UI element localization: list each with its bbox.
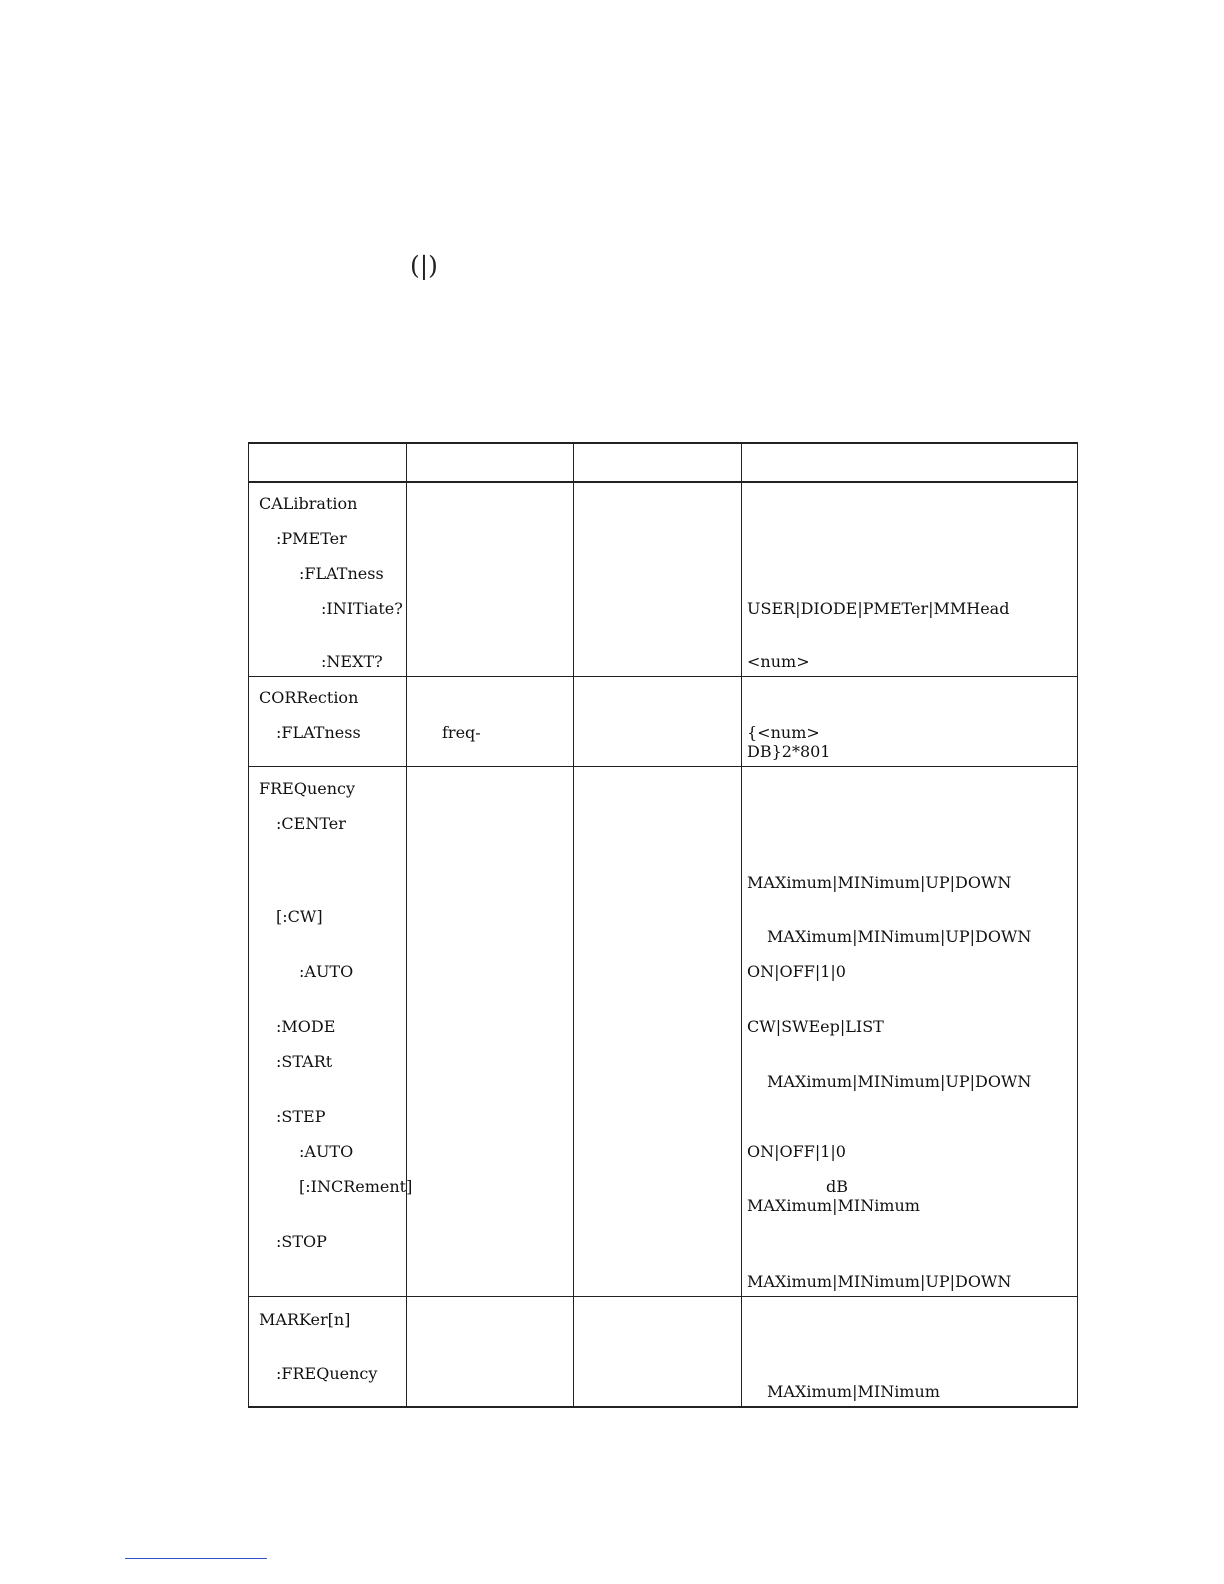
command-name: :AUTO bbox=[299, 962, 354, 981]
command-name: :STEP bbox=[276, 1107, 326, 1126]
param-values: DB}2*801 bbox=[747, 742, 831, 761]
column-header bbox=[742, 443, 1078, 482]
parameter-text: freq- bbox=[442, 723, 481, 742]
param-values: dB bbox=[826, 1177, 848, 1196]
table-row bbox=[249, 1297, 1078, 1408]
command-name: :FLATness bbox=[299, 564, 384, 583]
command-name: :STOP bbox=[276, 1232, 327, 1251]
param-values: MAXimum|MINimum|UP|DOWN bbox=[767, 927, 1032, 946]
param-values: USER|DIODE|PMETer|MMHead bbox=[747, 599, 1010, 618]
command-name: CALibration bbox=[259, 494, 358, 513]
param-values: MAXimum|MINimum|UP|DOWN bbox=[747, 873, 1012, 892]
column-header bbox=[574, 443, 742, 482]
command-name: :INITiate? bbox=[321, 599, 403, 618]
command-name: :FLATness bbox=[276, 723, 361, 742]
param-values: MAXimum|MINimum bbox=[767, 1382, 940, 1401]
param-values: CW|SWEep|LIST bbox=[747, 1017, 884, 1036]
table-row bbox=[249, 767, 1078, 1297]
parameter-cell bbox=[407, 482, 574, 677]
table-header-row bbox=[249, 443, 1078, 482]
column-header bbox=[249, 443, 407, 482]
command-name: MARKer[n] bbox=[259, 1310, 351, 1329]
command-name: FREQuency bbox=[259, 779, 356, 798]
or-symbol: (|) bbox=[410, 251, 438, 280]
table-row bbox=[249, 482, 1078, 677]
command-table bbox=[248, 442, 1078, 1408]
empty-cell bbox=[574, 482, 742, 677]
command-name: :NEXT? bbox=[321, 652, 383, 671]
empty-cell bbox=[574, 677, 742, 767]
table-row bbox=[249, 677, 1078, 767]
param-values: MAXimum|MINimum|UP|DOWN bbox=[767, 1072, 1032, 1091]
parameter-cell bbox=[407, 767, 574, 1297]
command-name: :CENTer bbox=[276, 814, 346, 833]
empty-cell bbox=[574, 1297, 742, 1408]
command-name: :PMETer bbox=[276, 529, 347, 548]
param-values: MAXimum|MINimum|UP|DOWN bbox=[747, 1272, 1012, 1291]
command-name: :STARt bbox=[276, 1052, 333, 1071]
column-header bbox=[407, 443, 574, 482]
parameter-cell bbox=[407, 1297, 574, 1408]
footnote-rule bbox=[125, 1558, 267, 1559]
param-values: MAXimum|MINimum bbox=[747, 1196, 920, 1215]
param-values: ON|OFF|1|0 bbox=[747, 962, 846, 981]
param-values: {<num> bbox=[747, 723, 820, 742]
command-name: :AUTO bbox=[299, 1142, 354, 1161]
command-name: [:CW] bbox=[276, 907, 323, 926]
command-name: CORRection bbox=[259, 688, 359, 707]
command-name: :MODE bbox=[276, 1017, 336, 1036]
command-name: [:INCRement] bbox=[299, 1177, 413, 1196]
empty-cell bbox=[574, 767, 742, 1297]
param-values: <num> bbox=[747, 652, 810, 671]
param-values: ON|OFF|1|0 bbox=[747, 1142, 846, 1161]
command-name: :FREQuency bbox=[276, 1364, 378, 1383]
